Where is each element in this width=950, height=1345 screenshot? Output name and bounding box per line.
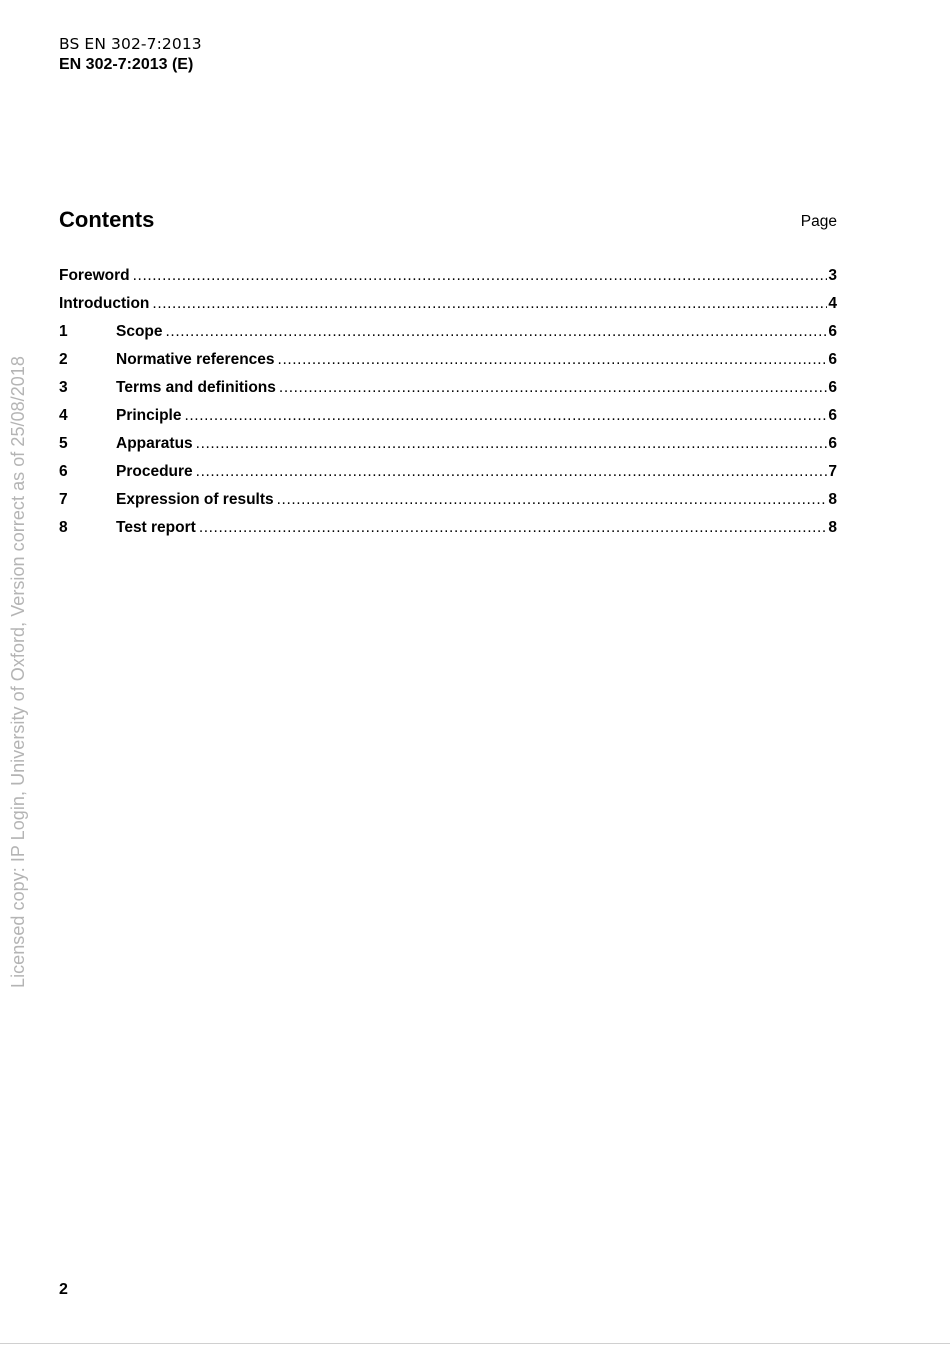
toc-leader-dots xyxy=(133,266,828,286)
toc-entry-number: 5 xyxy=(59,435,68,452)
toc-entry-number: 4 xyxy=(59,407,68,424)
table-of-contents xyxy=(59,266,837,546)
toc-entry-page: 3 xyxy=(828,267,837,284)
toc-entry-page: 7 xyxy=(828,463,837,480)
toc-entry-title: Normative references xyxy=(116,351,275,368)
toc-entry-page: 6 xyxy=(828,435,837,452)
toc-entry-page: 6 xyxy=(828,407,837,424)
toc-entry-title: Foreword xyxy=(59,267,130,284)
toc-entry-title: Principle xyxy=(116,407,182,424)
toc-entry-test-report[interactable] xyxy=(59,518,837,546)
toc-entry-page: 6 xyxy=(828,379,837,396)
toc-leader-dots xyxy=(278,350,828,370)
toc-entry-title: Terms and definitions xyxy=(116,379,276,396)
toc-entry-principle[interactable] xyxy=(59,406,837,434)
toc-entry-number: 3 xyxy=(59,379,68,396)
toc-entry-title: Expression of results xyxy=(116,491,274,508)
toc-entry-number: 6 xyxy=(59,463,68,480)
toc-entry-procedure[interactable] xyxy=(59,462,837,490)
toc-leader-dots xyxy=(199,518,828,538)
toc-entry-page: 6 xyxy=(828,351,837,368)
toc-entry-apparatus[interactable] xyxy=(59,434,837,462)
toc-leader-dots xyxy=(277,490,828,510)
toc-entry-title: Scope xyxy=(116,323,163,340)
page-number: 2 xyxy=(59,1281,68,1298)
toc-entry-foreword[interactable] xyxy=(59,266,837,294)
toc-entry-title: Introduction xyxy=(59,295,150,312)
toc-entry-title: Test report xyxy=(116,519,196,536)
toc-entry-expression-of-results[interactable] xyxy=(59,490,837,518)
standard-edition: EN 302-7:2013 (E) xyxy=(59,56,194,73)
toc-entry-title: Apparatus xyxy=(116,435,193,452)
toc-leader-dots xyxy=(279,378,827,398)
toc-entry-page: 8 xyxy=(828,491,837,508)
contents-heading: Contents xyxy=(59,207,155,232)
toc-leader-dots xyxy=(152,294,827,314)
toc-entry-scope[interactable] xyxy=(59,322,837,350)
toc-leader-dots xyxy=(184,406,827,426)
toc-leader-dots xyxy=(196,462,828,482)
toc-leader-dots xyxy=(166,322,828,342)
toc-entry-page: 4 xyxy=(828,295,837,312)
standard-designation: BS EN 302-7:2013 xyxy=(59,35,202,53)
license-watermark: Licensed copy: IP Login, University of Oxford, Version correct as of 25/08/2018 xyxy=(8,356,28,988)
toc-leader-dots xyxy=(196,434,828,454)
toc-entry-number: 2 xyxy=(59,351,68,368)
toc-entry-page: 8 xyxy=(828,519,837,536)
toc-entry-number: 1 xyxy=(59,323,68,340)
page-column-label: Page xyxy=(800,213,837,230)
toc-entry-number: 8 xyxy=(59,519,68,536)
toc-entry-introduction[interactable] xyxy=(59,294,837,322)
toc-entry-title: Procedure xyxy=(116,463,193,480)
toc-entry-normative-references[interactable] xyxy=(59,350,837,378)
toc-entry-number: 7 xyxy=(59,491,68,508)
toc-entry-page: 6 xyxy=(828,323,837,340)
toc-entry-terms-and-definitions[interactable] xyxy=(59,378,837,406)
